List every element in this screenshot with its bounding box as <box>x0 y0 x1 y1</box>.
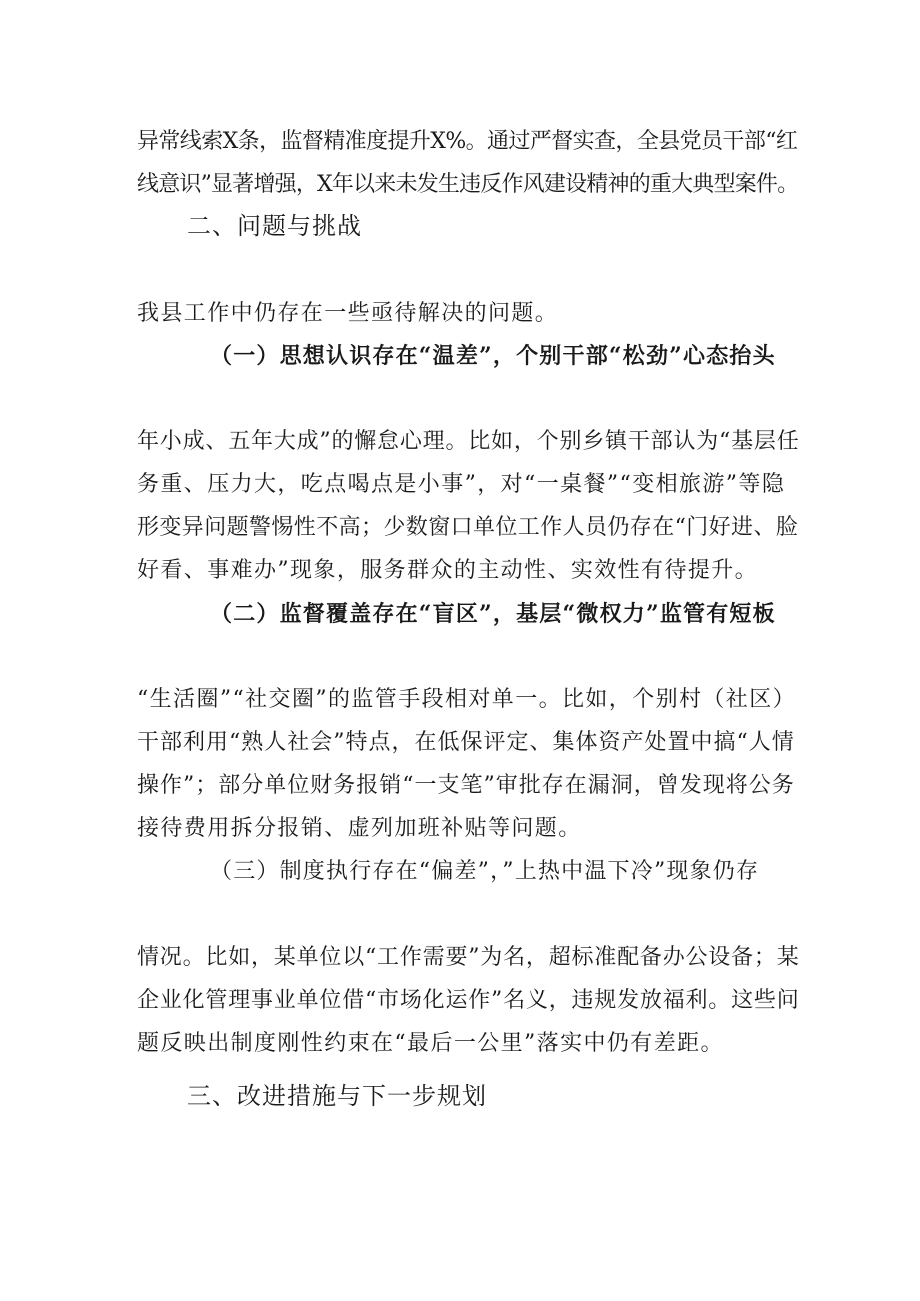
body-text-line <box>187 384 837 414</box>
subheading-item-2: （二）监督覆盖存在“盲区”，基层“微权力”监管有短板 <box>210 601 776 627</box>
body-text-line: “生活圈”“社交圈”的监管手段相对单一。比如，个别村（社区） <box>137 687 796 712</box>
body-text-line: 操作”；部分单位财务报销“一支笔”审批存在漏洞，曾发现将公务 <box>137 773 795 798</box>
body-text-line: 情况。比如，某单位以“工作需要”为名，超标准配备办公设备；某 <box>137 945 800 970</box>
subheading-item-3: （三）制度执行存在“偏差”，”上热中温下冷”现象仍存 <box>210 859 760 884</box>
body-text-line: 接待费用拆分报销、虚列加班补贴等问题。 <box>137 816 582 841</box>
section-heading-measures: 三、改进措施与下一步规划 <box>187 1082 487 1110</box>
body-text-line: 年小成、五年大成”的懈怠心理。比如，个别乡镇干部认为“基层任 <box>137 429 800 454</box>
body-text-line: 形变异问题警惕性不高；少数窗口单位工作人员仍存在“门好进、脸 <box>137 515 799 540</box>
body-text-line <box>187 256 837 286</box>
body-text-line: 我县工作中仍存在一些亟待解决的问题。 <box>137 301 559 326</box>
body-text-line: 企业化管理事业单位借“市场化运作”名义，违规发放福利。这些问 <box>137 988 800 1013</box>
body-text-line <box>187 900 837 930</box>
body-text-line: 线意识”显著增强，X年以来未发生违反作风建设精神的重大典型案件。 <box>137 172 799 197</box>
subheading-item-1: （一）思想认识存在“温差”，个别干部“松劲”心态抬头 <box>210 343 776 369</box>
section-heading-problems: 二、问题与挑战 <box>187 212 362 240</box>
body-text-line: 题反映出制度刚性约束在“最后一公里”落实中仍有差距。 <box>137 1031 724 1056</box>
body-text-line: 干部利用“熟人社会”特点，在低保评定、集体资产处置中搞“人情 <box>137 730 795 755</box>
body-text-line <box>187 642 837 672</box>
body-text-line: 好看、事难办”现象，服务群众的主动性、实效性有待提升。 <box>137 558 759 583</box>
body-text-line: 异常线索X条，监督精准度提升X%。通过严督实查，全县党员干部“红 <box>137 129 798 154</box>
body-text-line: 务重、压力大，吃点喝点是小事”，对“一桌餐”“变相旅游”等隐 <box>137 472 786 497</box>
